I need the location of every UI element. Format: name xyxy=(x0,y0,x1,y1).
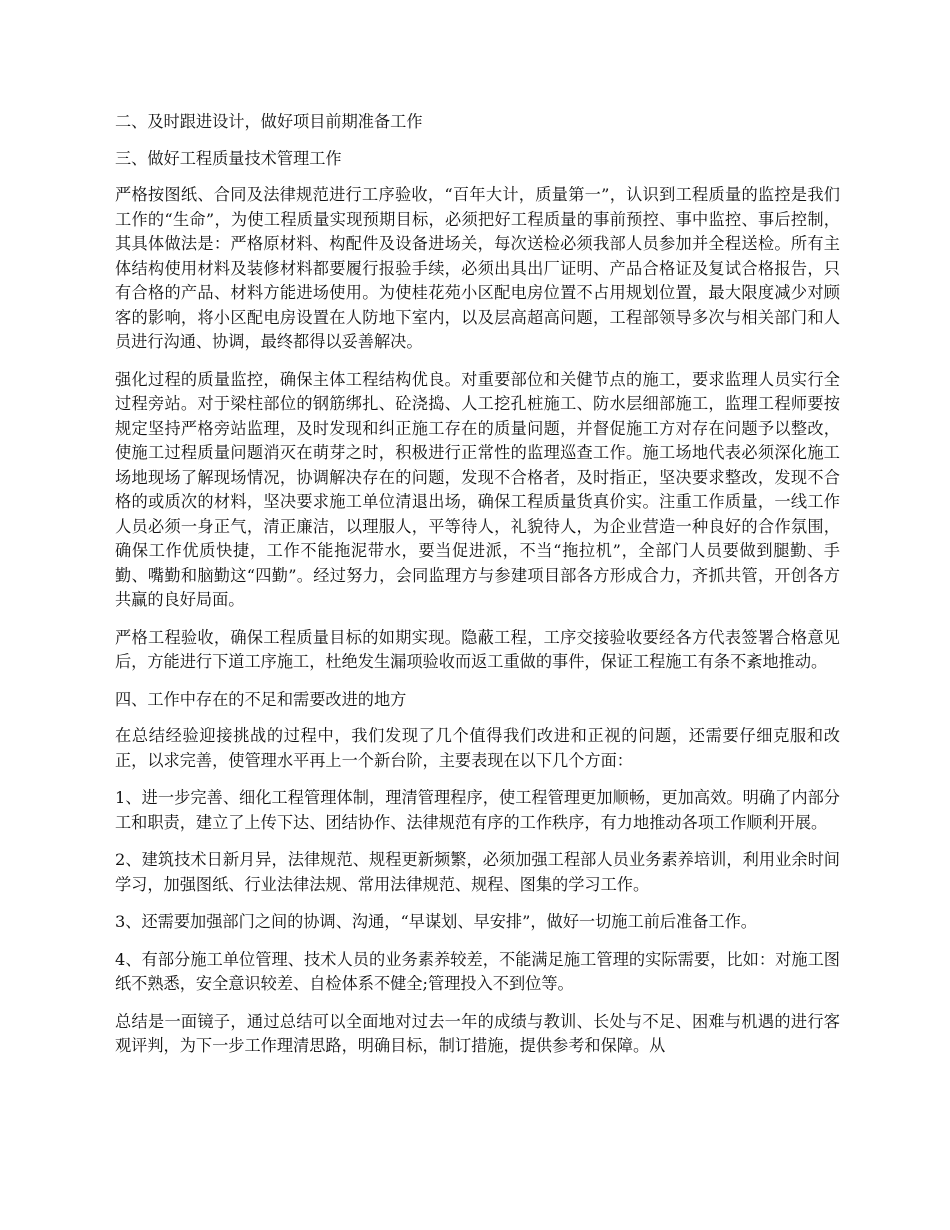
document-body xyxy=(115,110,840,1072)
paragraph-engineering-acceptance: 严格工程验收，确保工程质量目标的如期实现。隐蔽工程，工序交接验收要经各方代表签署合格意见后，方能进行下道工序施工，杜绝发生漏项验收而返工重做的事件，保证工程施工有条不紊地推动。 xyxy=(115,627,840,671)
paragraph-process-monitoring: 强化过程的质量监控，确保主体工程结构优良。对重要部位和关健节点的施工，要求监理人员实行全过程旁站。对于梁柱部位的钢筋绑扎、砼浇捣、人工挖孔桩施工、防水层细部施工，监理工程师要按规定坚持严格旁站监理，及时发现和纠正施工存在的质量问题，并督促施工方对存在问题予以整改，使施工过程质量问题消灭在萌芽之时，积极进行正常性的监理巡查工作。施工场地代表必须深化施工场地现场了解现场情况，协调解决存在的问题，发现不合格者，及时指正，坚决要求整改，发现不合格的或质次的材料，坚决要求施工单位清退出场，确保工程质量货真价实。注重工作质量，一线工作人员必须一身正气，清正廉洁，以理服人，平等待人，礼貌待人，为企业营造一种良好的合作氛围，确保工作优质快捷，工作不能拖泥带水，要当促进派，不当“拖拉机”，全部门人员要做到腿勤、手勤、嘴勤和脑勤这“四勤”。经过努力，会同监理方与参建项目部各方形成合力，齐抓共管，开创各方共赢的良好局面。 xyxy=(115,369,840,609)
paragraph-conclusion: 总结是一面镜子，通过总结可以全面地对过去一年的成绩与教训、长处与不足、困难与机遇的进行客观评判，为下一步工作理清思路，明确目标，制订措施，提供参考和保障。从 xyxy=(115,1011,840,1055)
list-item-1: 1、进一步完善、细化工程管理体制，理清管理程序，使工程管理更加顺畅，更加高效。明确了内部分工和职责，建立了上传下达、团结协作、法律规范有序的工作秩序，有力地推动各项工作顺利开展。 xyxy=(115,788,840,832)
list-item-4: 4、有部分施工单位管理、技术人员的业务素养较差，不能满足施工管理的实际需要，比如：对施工图纸不熟悉，安全意识较差、自检体系不健全;管理投入不到位等。 xyxy=(115,949,840,993)
section-heading-shortcomings: 四、工作中存在的不足和需要改进的地方 xyxy=(115,689,407,709)
list-item-2: 2、建筑技术日新月异，法律规范、规程更新频繁，必须加强工程部人员业务素养培训，利用业余时间学习，加强图纸、行业法律法规、常用法律规范、规程、图集的学习工作。 xyxy=(115,850,840,894)
paragraph-acceptance-control: 严格按图纸、合同及法律规范进行工序验收，“百年大计，质量第一”，认识到工程质量的监控是我们工作的“生命”，为使工程质量实现预期目标，必须把好工程质量的事前预控、事中监控、事后控制，其具体做法是：严格原材料、构配件及设备进场关，每次送检必须我部人员参加并全程送检。所有主体结构使用材料及装修材料都要履行报验手续，必须出具出厂证明、产品合格证及复试合格报告，只有合格的产品、材料方能进场使用。为使桂花苑小区配电房位置不占用规划位置，最大限度减少对顾客的影响，将小区配电房设置在人防地下室内，以及层高超高问题，工程部领导多次与相关部门和人员进行沟通、协调，最终都得以妥善解决。 xyxy=(115,185,840,351)
section-heading-quality-management: 三、做好工程质量技术管理工作 xyxy=(115,148,342,168)
paragraph-shortcomings-intro: 在总结经验迎接挑战的过程中，我们发现了几个值得我们改进和正视的问题，还需要仔细克服和改正，以求完善，使管理水平再上一个新台阶，主要表现在以下几个方面： xyxy=(115,726,840,770)
list-item-3: 3、还需要加强部门之间的协调、沟通，“早谋划、早安排”，做好一切施工前后准备工作。 xyxy=(115,912,757,931)
section-heading-design-followup: 二、及时跟进设计，做好项目前期准备工作 xyxy=(115,112,423,131)
